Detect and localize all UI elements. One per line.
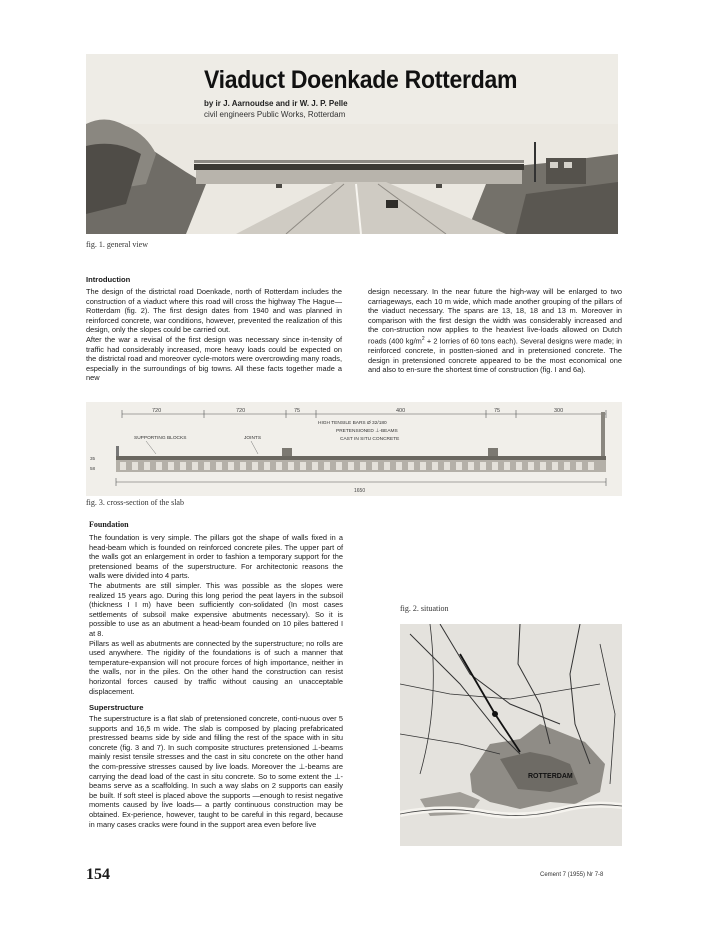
introduction-paragraph-3-part-a: design necessary. In the near future the high-way will be enlarged to two carriageways, each 10 m wide, which made another grouping of the pillars of the viaduct necessary. The spans are 13, 18, 18 and 13 m. Moreover in comparison with the first design the width was considerably increased and the con-struction now applies to the heaviest live-loads allowed on Dutch roads (400 kg/m (368, 287, 622, 346)
dim-label-2: 720 (236, 408, 246, 414)
introduction-heading: Introduction (86, 275, 131, 284)
label-joints: JOINTS (244, 436, 262, 441)
article-affiliation: civil engineers Public Works, Rotterdam (204, 110, 346, 119)
introduction-column-1 (86, 287, 342, 383)
superscript-2: 2 (421, 335, 425, 342)
foundation-paragraph-1: The foundation is very simple. The pillars got the shape of walls fixed in a head-beam which is founded on reinforced concrete piles. The upper part of the walls got an enlargement in order to fashion a temporary support for the pretensioned beams of the superstructure. For architectonic reasons the walls were divided into 4 parts. (89, 533, 343, 581)
dim-label-total: 1650 (354, 488, 366, 494)
superstructure-paragraph-1: The superstructure is a flat slab of pretensioned concrete, conti-nuous over 5 supports and 16,5 m wide. The slab is composed by placing prefabricated prestressed beams side by side and filling the rest of the space with in situ concrete (fig. 3 and 7). In such composite structures pretensioned ⊥-beams mainly resist tensile stresses and the cast in situ concrete on the other hand the com-pressive stresses caused by live loads. Moreover the ⊥-beams are carrying the dead load of the cast in situ concrete. So to some extent the ⊥-beams serve as a scaffolding. In such a way slabs on 2 supports can easily be built. If soft steel is placed above the supports —enough to resist negative moments caused by live loads— a partly continuous construction may be obtained. Ex-perience, however, taught to be careful in this regard, because in many cases cracks were found in the support area even before live (89, 714, 343, 829)
fig1-caption: fig. 1. general view (86, 240, 148, 249)
journal-reference: Cement 7 (1955) Nr 7-8 (540, 872, 604, 878)
foundation-paragraph-3: Pillars as well as abutments are connected by the superstructure; no rolls are used anywhere. The rigidity of the foundations is of such a manner that temperature-expansion will not procure forces of high importance, neither in the walls, nor in the piles. On the other hand the construction can resist horizontal forces caused by traffic without causing an unacceptable displacement. (89, 638, 343, 696)
introduction-paragraph-1: The design of the districtal road Doenkade, north of Rotterdam includes the construction of a viaduct where this road will cross the highway The Hague—Rotterdam (fig. 2). The first design dates from 1940 and was planned in reinforced concrete, war conditions, however, prevented the realization of this design, only the slopes could be carried out. (86, 287, 342, 335)
depth-label-2: 58 (90, 466, 96, 471)
label-high-tensile-bars: HIGH TENSILE BARS Ø 32/180 (318, 421, 387, 426)
dim-label-1: 720 (152, 408, 162, 414)
fig1-general-view-image (86, 54, 618, 234)
situation-map-svg (400, 624, 622, 846)
introduction-column-2 (368, 287, 622, 375)
dim-label-4: 400 (396, 408, 406, 414)
page-number: 154 (86, 866, 110, 883)
foundation-body (89, 533, 343, 696)
introduction-paragraph-3-part-b: + 2 lorries of 60 tons each). Several designs were made; in reinforced concrete, in postten-sioned and in pretensioned concrete. The design in pretensioned concrete appeared to be the most economical one and also to en-sure the shortest time of construction (fig. I and 6a). (368, 336, 622, 375)
fig2-caption: fig. 2. situation (400, 604, 449, 613)
depth-label-1: 35 (90, 456, 96, 461)
superstructure-body (89, 714, 343, 829)
fig3-cross-section-drawing (86, 402, 622, 496)
article-title: Viaduct Doenkade Rotterdam (204, 66, 518, 94)
dim-label-3: 75 (294, 408, 301, 414)
dim-label-5: 75 (494, 408, 501, 414)
fig2-situation-map (400, 624, 622, 846)
cross-section-svg (86, 402, 622, 496)
foundation-paragraph-2: The abutments are still simpler. This was possible as the slopes were realized 15 years ago. During this long period the peat layers in the subsoil (thickness I I m) have been sufficiently con-solidated (In most cases settlements of subsoil make expensive abutments necessary). So it is possible to use as an abutment a head-beam founded on 10 piles battered I at 8. (89, 580, 343, 638)
label-supporting-blocks: SUPPORTING BLOCKS (134, 436, 187, 441)
label-pretensioned-beams: PRETENSIONED ⊥-BEAMS (336, 429, 398, 434)
article-byline: by ir J. Aarnoudse and ir W. J. P. Pelle (204, 99, 348, 108)
superstructure-heading: Superstructure (89, 703, 144, 712)
label-cast-in-situ: CAST IN SITU CONCRETE (340, 437, 400, 442)
fig3-caption: fig. 3. cross-section of the slab (86, 498, 184, 507)
introduction-paragraph-2: After the war a revisal of the first design was necessary since in-tensity of traffic had considerably increased, more heavy loads could be expected on the districtal road and moreover cycle-motors were overcrowding many roads, especially in the surroundings of big towns. All these facts together made a new (86, 334, 342, 383)
foundation-heading: Foundation (89, 520, 129, 529)
introduction-paragraph-3 (368, 287, 622, 375)
dim-label-6: 300 (554, 408, 564, 414)
map-label-rotterdam: ROTTERDAM (528, 773, 573, 780)
